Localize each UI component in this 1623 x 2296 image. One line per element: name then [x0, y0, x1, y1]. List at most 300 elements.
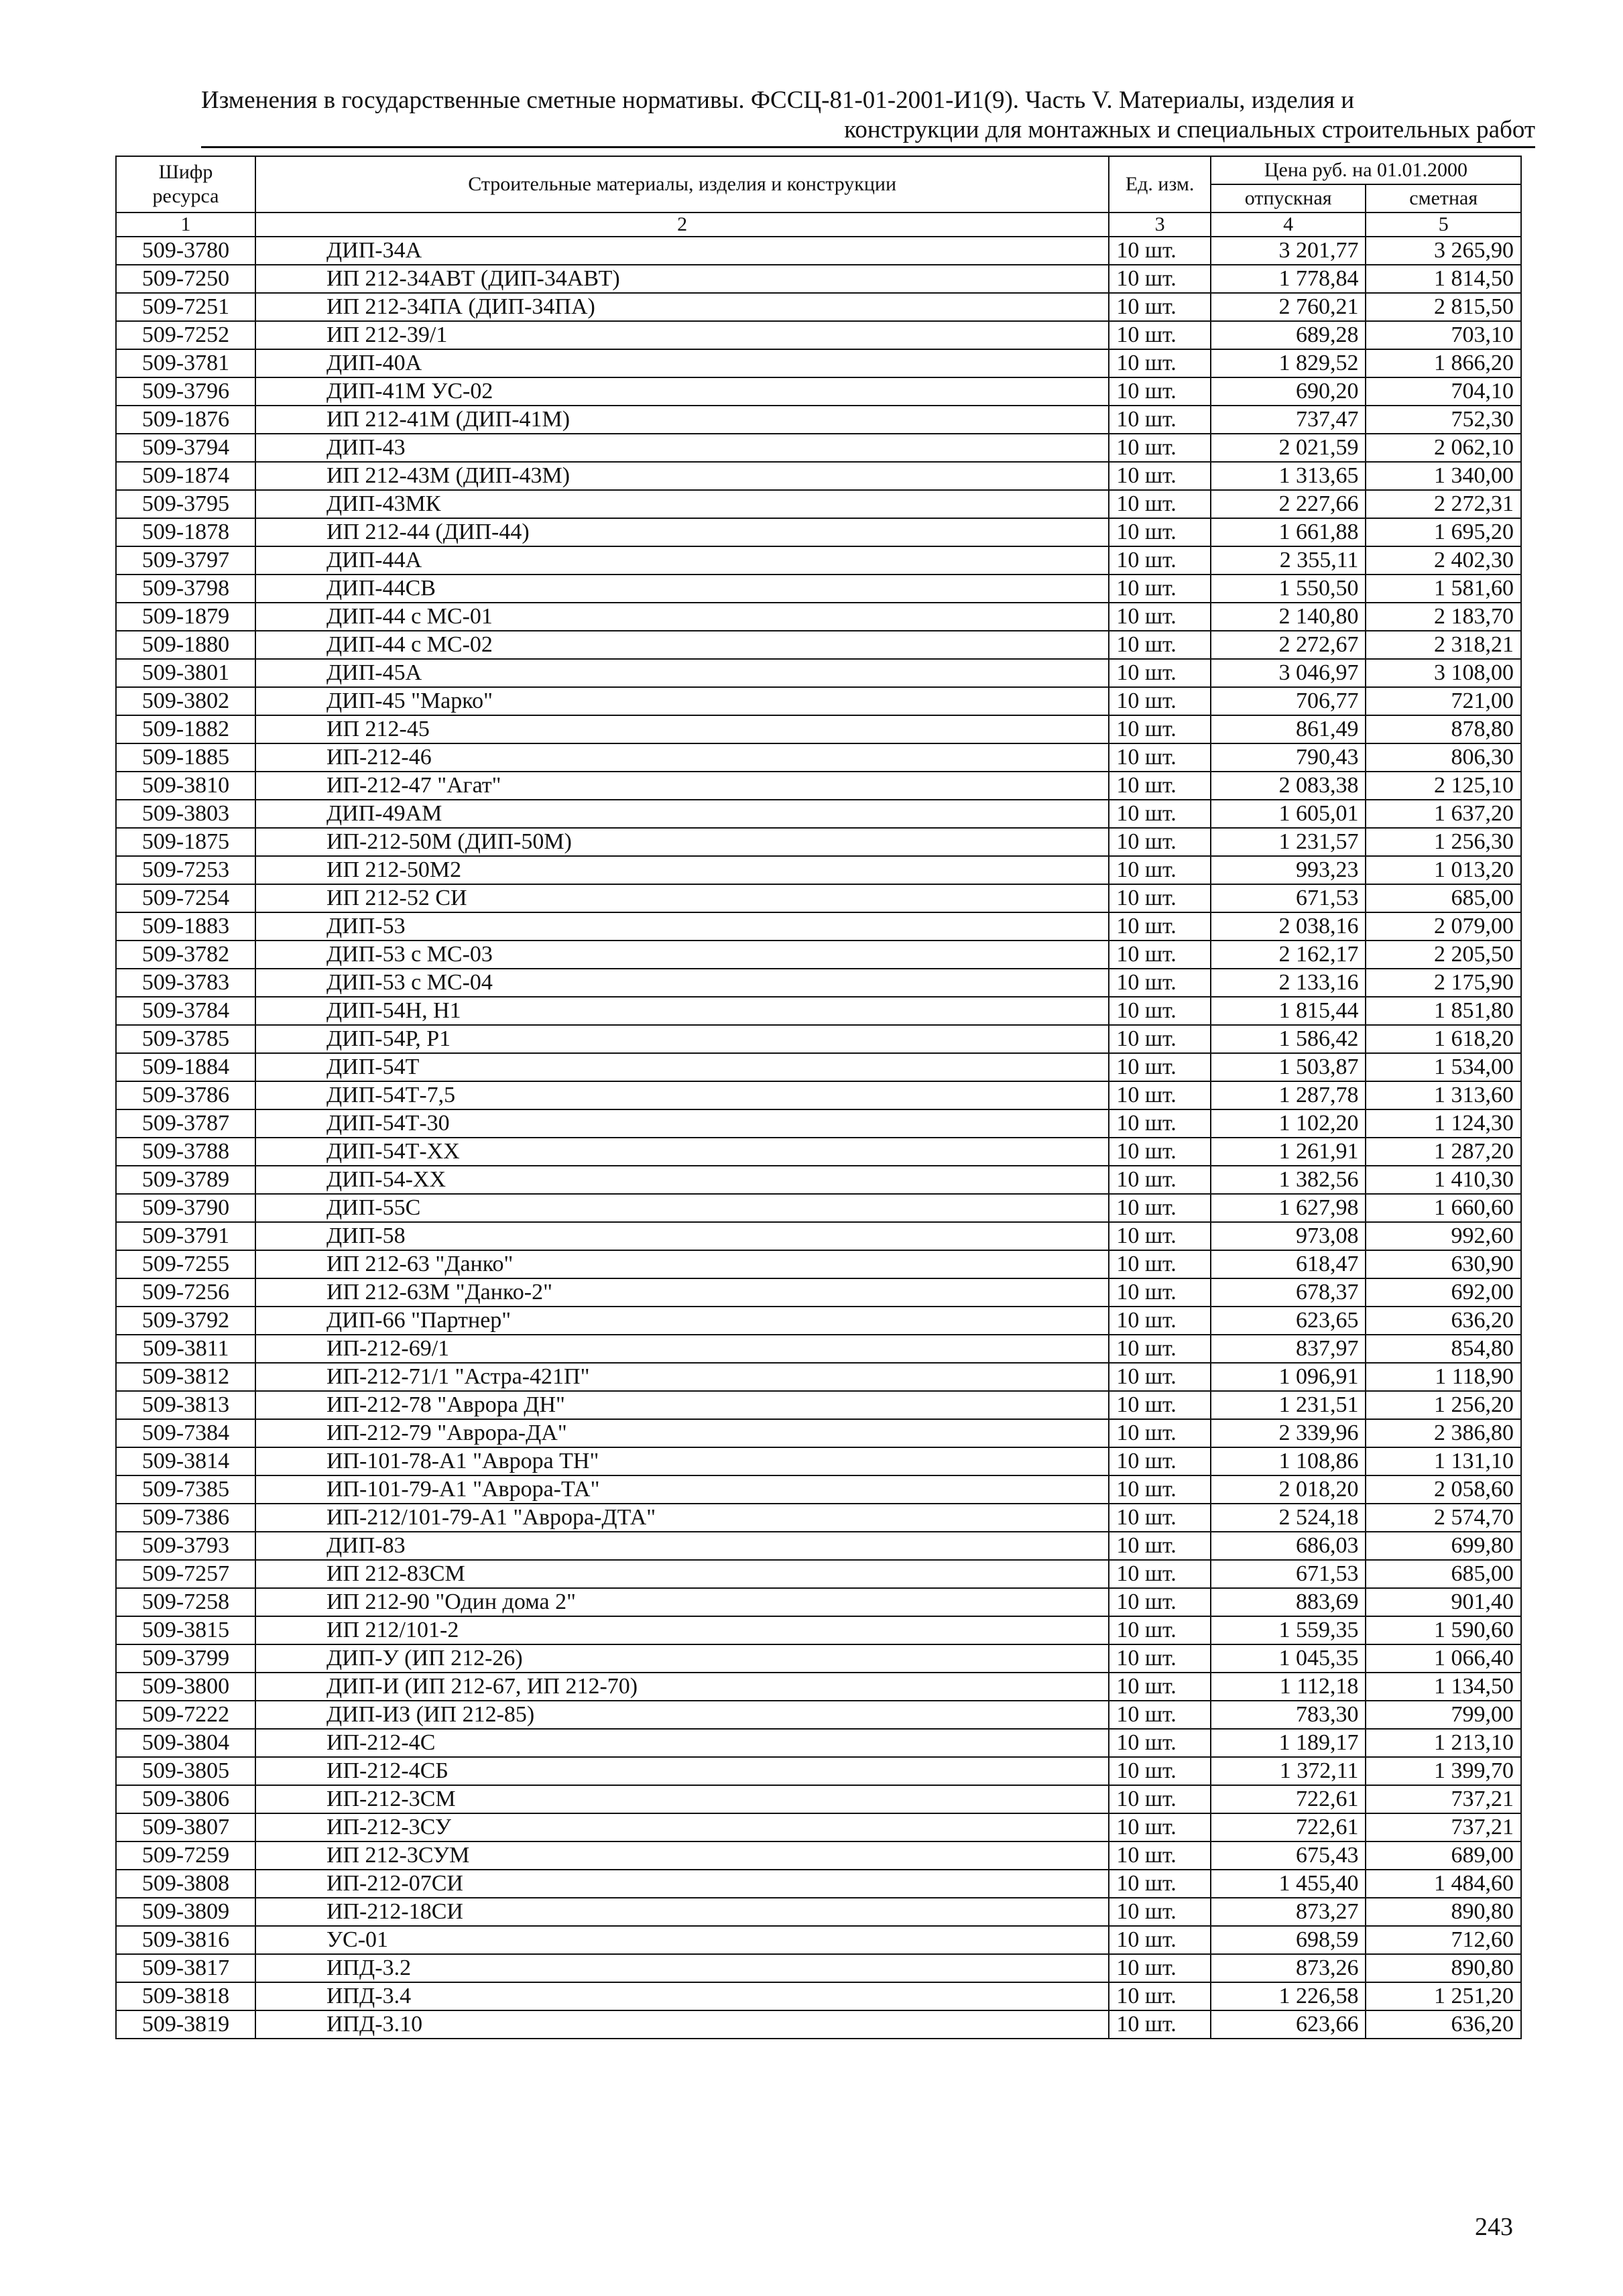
wholesale-price-cell: 1 112,18	[1211, 1673, 1366, 1701]
resource-code-cell: 509-3809	[116, 1898, 255, 1926]
resource-code-cell: 509-7251	[116, 293, 255, 321]
unit-cell: 10 шт.	[1109, 997, 1211, 1025]
table-row	[116, 828, 1521, 856]
table-row	[116, 518, 1521, 546]
wholesale-price-cell: 1 372,11	[1211, 1757, 1366, 1785]
unit-cell: 10 шт.	[1109, 1391, 1211, 1419]
wholesale-price-cell: 1 108,86	[1211, 1447, 1366, 1475]
unit-cell: 10 шт.	[1109, 1222, 1211, 1250]
estimate-price-cell: 703,10	[1366, 321, 1521, 349]
unit-cell: 10 шт.	[1109, 912, 1211, 941]
header-line-2: конструкции для монтажных и специальных строительных работ	[844, 116, 1535, 143]
unit-cell: 10 шт.	[1109, 1475, 1211, 1504]
resource-code-cell: 509-3791	[116, 1222, 255, 1250]
estimate-price-cell: 685,00	[1366, 884, 1521, 912]
resource-code-cell: 509-7252	[116, 321, 255, 349]
estimate-price-cell: 1 118,90	[1366, 1363, 1521, 1391]
unit-cell: 10 шт.	[1109, 434, 1211, 462]
wholesale-price-cell: 1 261,91	[1211, 1138, 1366, 1166]
estimate-price-cell: 1 590,60	[1366, 1616, 1521, 1644]
price-table	[115, 156, 1522, 2039]
wholesale-price-cell: 2 018,20	[1211, 1475, 1366, 1504]
table-body	[116, 237, 1521, 2039]
resource-code-cell: 509-3803	[116, 800, 255, 828]
unit-cell: 10 шт.	[1109, 715, 1211, 743]
material-name-cell: ДИП-41М УС-02	[255, 377, 1109, 406]
wholesale-price-cell: 1 102,20	[1211, 1109, 1366, 1138]
unit-cell: 10 шт.	[1109, 1335, 1211, 1363]
wholesale-price-cell: 1 455,40	[1211, 1870, 1366, 1898]
resource-code-cell: 509-3787	[116, 1109, 255, 1138]
header-name: Строительные материалы, изделия и конструкции	[255, 156, 1109, 213]
material-name-cell: ИП-212-3СМ	[255, 1785, 1109, 1813]
resource-code-cell: 509-3794	[116, 434, 255, 462]
unit-cell: 10 шт.	[1109, 828, 1211, 856]
resource-code-cell: 509-1874	[116, 462, 255, 490]
table-row	[116, 856, 1521, 884]
material-name-cell: ДИП-44А	[255, 546, 1109, 575]
unit-cell: 10 шт.	[1109, 1757, 1211, 1785]
column-number: 1	[116, 213, 255, 237]
unit-cell: 10 шт.	[1109, 1729, 1211, 1757]
table-row	[116, 1532, 1521, 1560]
resource-code-cell: 509-7256	[116, 1278, 255, 1307]
wholesale-price-cell: 1 226,58	[1211, 1982, 1366, 2010]
estimate-price-cell: 1 013,20	[1366, 856, 1521, 884]
material-name-cell: ИП-212-07СИ	[255, 1870, 1109, 1898]
table-row	[116, 631, 1521, 659]
table-row	[116, 1785, 1521, 1813]
unit-cell: 10 шт.	[1109, 1898, 1211, 1926]
material-name-cell: ИП 212-63М "Данко-2"	[255, 1278, 1109, 1307]
material-name-cell: ИП 212-44 (ДИП-44)	[255, 518, 1109, 546]
estimate-price-cell: 1 695,20	[1366, 518, 1521, 546]
wholesale-price-cell: 883,69	[1211, 1588, 1366, 1616]
unit-cell: 10 шт.	[1109, 1870, 1211, 1898]
table-row	[116, 884, 1521, 912]
resource-code-cell: 509-1882	[116, 715, 255, 743]
resource-code-cell: 509-3811	[116, 1335, 255, 1363]
unit-cell: 10 шт.	[1109, 546, 1211, 575]
wholesale-price-cell: 678,37	[1211, 1278, 1366, 1307]
wholesale-price-cell: 2 227,66	[1211, 490, 1366, 518]
material-name-cell: ДИП-43	[255, 434, 1109, 462]
resource-code-cell: 509-7257	[116, 1560, 255, 1588]
wholesale-price-cell: 2 524,18	[1211, 1504, 1366, 1532]
material-name-cell: ИП-212-50М (ДИП-50М)	[255, 828, 1109, 856]
estimate-price-cell: 1 660,60	[1366, 1194, 1521, 1222]
wholesale-price-cell: 1 661,88	[1211, 518, 1366, 546]
estimate-price-cell: 1 256,20	[1366, 1391, 1521, 1419]
table-row	[116, 1109, 1521, 1138]
wholesale-price-cell: 1 778,84	[1211, 265, 1366, 293]
resource-code-cell: 509-7384	[116, 1419, 255, 1447]
table-row	[116, 1729, 1521, 1757]
estimate-price-cell: 2 386,80	[1366, 1419, 1521, 1447]
material-name-cell: ДИП-У (ИП 212-26)	[255, 1644, 1109, 1673]
table-row	[116, 293, 1521, 321]
material-name-cell: ИП-212-4СБ	[255, 1757, 1109, 1785]
table-row	[116, 1673, 1521, 1701]
estimate-price-cell: 737,21	[1366, 1813, 1521, 1841]
table-row	[116, 715, 1521, 743]
material-name-cell: ИП 212-52 СИ	[255, 884, 1109, 912]
unit-cell: 10 шт.	[1109, 631, 1211, 659]
wholesale-price-cell: 1 231,57	[1211, 828, 1366, 856]
estimate-price-cell: 1 066,40	[1366, 1644, 1521, 1673]
estimate-price-cell: 712,60	[1366, 1926, 1521, 1954]
material-name-cell: ИП 212-34ПА (ДИП-34ПА)	[255, 293, 1109, 321]
estimate-price-cell: 901,40	[1366, 1588, 1521, 1616]
unit-cell: 10 шт.	[1109, 490, 1211, 518]
wholesale-price-cell: 2 339,96	[1211, 1419, 1366, 1447]
material-name-cell: ИП-101-79-А1 "Аврора-ТА"	[255, 1475, 1109, 1504]
wholesale-price-cell: 2 133,16	[1211, 969, 1366, 997]
table-row	[116, 1447, 1521, 1475]
material-name-cell: ДИП-ИЗ (ИП 212-85)	[255, 1701, 1109, 1729]
estimate-price-cell: 2 079,00	[1366, 912, 1521, 941]
material-name-cell: ДИП-54Р, Р1	[255, 1025, 1109, 1053]
estimate-price-cell: 699,80	[1366, 1532, 1521, 1560]
estimate-price-cell: 992,60	[1366, 1222, 1521, 1250]
material-name-cell: ДИП-44 с МС-01	[255, 603, 1109, 631]
wholesale-price-cell: 1 045,35	[1211, 1644, 1366, 1673]
resource-code-cell: 509-3792	[116, 1307, 255, 1335]
table-row	[116, 575, 1521, 603]
estimate-price-cell: 878,80	[1366, 715, 1521, 743]
table-row	[116, 237, 1521, 265]
estimate-price-cell: 806,30	[1366, 743, 1521, 772]
material-name-cell: ИПД-3.10	[255, 2010, 1109, 2039]
table-row	[116, 1166, 1521, 1194]
material-name-cell: ДИП-54Т-ХХ	[255, 1138, 1109, 1166]
estimate-price-cell: 2 058,60	[1366, 1475, 1521, 1504]
wholesale-price-cell: 1 815,44	[1211, 997, 1366, 1025]
column-number: 3	[1109, 213, 1211, 237]
unit-cell: 10 шт.	[1109, 1419, 1211, 1447]
wholesale-price-cell: 1 829,52	[1211, 349, 1366, 377]
material-name-cell: ИП 212-43М (ДИП-43М)	[255, 462, 1109, 490]
table-row	[116, 546, 1521, 575]
unit-cell: 10 шт.	[1109, 1841, 1211, 1870]
table-row	[116, 1926, 1521, 1954]
material-name-cell: ИП 212-39/1	[255, 321, 1109, 349]
unit-cell: 10 шт.	[1109, 1785, 1211, 1813]
page-header	[201, 86, 1535, 148]
column-number: 2	[255, 213, 1109, 237]
resource-code-cell: 509-1876	[116, 406, 255, 434]
material-name-cell: ДИП-45А	[255, 659, 1109, 687]
material-name-cell: ДИП-45 "Марко"	[255, 687, 1109, 715]
material-name-cell: ДИП-И (ИП 212-67, ИП 212-70)	[255, 1673, 1109, 1701]
wholesale-price-cell: 1 605,01	[1211, 800, 1366, 828]
header-unit: Ед. изм.	[1109, 156, 1211, 213]
estimate-price-cell: 1 340,00	[1366, 462, 1521, 490]
unit-cell: 10 шт.	[1109, 1447, 1211, 1475]
unit-cell: 10 шт.	[1109, 1588, 1211, 1616]
resource-code-cell: 509-1885	[116, 743, 255, 772]
header-code: Шифр ресурса	[116, 156, 255, 213]
material-name-cell: ДИП-34А	[255, 237, 1109, 265]
wholesale-price-cell: 689,28	[1211, 321, 1366, 349]
page-number: 243	[1475, 2213, 1513, 2241]
table-row	[116, 1588, 1521, 1616]
estimate-price-cell: 685,00	[1366, 1560, 1521, 1588]
resource-code-cell: 509-7250	[116, 265, 255, 293]
material-name-cell: ИП 212-50М2	[255, 856, 1109, 884]
table-row	[116, 941, 1521, 969]
resource-code-cell: 509-3814	[116, 1447, 255, 1475]
estimate-price-cell: 2 175,90	[1366, 969, 1521, 997]
resource-code-cell: 509-3788	[116, 1138, 255, 1166]
table-row	[116, 1841, 1521, 1870]
unit-cell: 10 шт.	[1109, 349, 1211, 377]
unit-cell: 10 шт.	[1109, 1109, 1211, 1138]
estimate-price-cell: 854,80	[1366, 1335, 1521, 1363]
unit-cell: 10 шт.	[1109, 1813, 1211, 1841]
resource-code-cell: 509-3810	[116, 772, 255, 800]
estimate-price-cell: 737,21	[1366, 1785, 1521, 1813]
unit-cell: 10 шт.	[1109, 1701, 1211, 1729]
header-line-1: Изменения в государственные сметные нормативы. ФССЦ-81-01-2001-И1(9). Часть V. Материалы, изделия и	[201, 86, 1355, 114]
table-row	[116, 462, 1521, 490]
table-row	[116, 321, 1521, 349]
estimate-price-cell: 1 399,70	[1366, 1757, 1521, 1785]
table-row	[116, 1701, 1521, 1729]
unit-cell: 10 шт.	[1109, 687, 1211, 715]
unit-cell: 10 шт.	[1109, 518, 1211, 546]
unit-cell: 10 шт.	[1109, 1532, 1211, 1560]
unit-cell: 10 шт.	[1109, 772, 1211, 800]
unit-cell: 10 шт.	[1109, 856, 1211, 884]
table-row	[116, 2010, 1521, 2039]
header-price: Цена руб. на 01.01.2000	[1211, 156, 1521, 184]
table-row	[116, 1194, 1521, 1222]
resource-code-cell: 509-3789	[116, 1166, 255, 1194]
unit-cell: 10 шт.	[1109, 1025, 1211, 1053]
wholesale-price-cell: 2 083,38	[1211, 772, 1366, 800]
wholesale-price-cell: 873,27	[1211, 1898, 1366, 1926]
estimate-price-cell: 721,00	[1366, 687, 1521, 715]
header-wholesale: отпускная	[1211, 184, 1366, 213]
estimate-price-cell: 689,00	[1366, 1841, 1521, 1870]
wholesale-price-cell: 1 503,87	[1211, 1053, 1366, 1081]
wholesale-price-cell: 3 201,77	[1211, 237, 1366, 265]
material-name-cell: ИП 212-3СУМ	[255, 1841, 1109, 1870]
estimate-price-cell: 636,20	[1366, 2010, 1521, 2039]
resource-code-cell: 509-3783	[116, 969, 255, 997]
table-row	[116, 1307, 1521, 1335]
unit-cell: 10 шт.	[1109, 1926, 1211, 1954]
estimate-price-cell: 2 183,70	[1366, 603, 1521, 631]
wholesale-price-cell: 698,59	[1211, 1926, 1366, 1954]
material-name-cell: ДИП-44 с МС-02	[255, 631, 1109, 659]
unit-cell: 10 шт.	[1109, 1138, 1211, 1166]
column-number: 5	[1366, 213, 1521, 237]
estimate-price-cell: 2 815,50	[1366, 293, 1521, 321]
unit-cell: 10 шт.	[1109, 1982, 1211, 2010]
wholesale-price-cell: 973,08	[1211, 1222, 1366, 1250]
table-row	[116, 265, 1521, 293]
resource-code-cell: 509-3781	[116, 349, 255, 377]
table-row	[116, 1363, 1521, 1391]
wholesale-price-cell: 1 231,51	[1211, 1391, 1366, 1419]
wholesale-price-cell: 2 162,17	[1211, 941, 1366, 969]
table-row	[116, 1081, 1521, 1109]
resource-code-cell: 509-7254	[116, 884, 255, 912]
column-number: 4	[1211, 213, 1366, 237]
material-name-cell: ИП 212-90 "Один дома 2"	[255, 1588, 1109, 1616]
table-row	[116, 912, 1521, 941]
table-row	[116, 1138, 1521, 1166]
table-row	[116, 1222, 1521, 1250]
resource-code-cell: 509-7385	[116, 1475, 255, 1504]
wholesale-price-cell: 1 189,17	[1211, 1729, 1366, 1757]
unit-cell: 10 шт.	[1109, 406, 1211, 434]
wholesale-price-cell: 623,65	[1211, 1307, 1366, 1335]
material-name-cell: ИП-212/101-79-А1 "Аврора-ДТА"	[255, 1504, 1109, 1532]
material-name-cell: ДИП-43МК	[255, 490, 1109, 518]
table-row	[116, 1560, 1521, 1588]
material-name-cell: ДИП-40А	[255, 349, 1109, 377]
resource-code-cell: 509-3804	[116, 1729, 255, 1757]
resource-code-cell: 509-3805	[116, 1757, 255, 1785]
table-row	[116, 1419, 1521, 1447]
unit-cell: 10 шт.	[1109, 800, 1211, 828]
resource-code-cell: 509-3808	[116, 1870, 255, 1898]
table-row	[116, 377, 1521, 406]
unit-cell: 10 шт.	[1109, 1504, 1211, 1532]
table-row	[116, 1813, 1521, 1841]
resource-code-cell: 509-3816	[116, 1926, 255, 1954]
table-row	[116, 659, 1521, 687]
material-name-cell: ИП-212-69/1	[255, 1335, 1109, 1363]
estimate-price-cell: 890,80	[1366, 1954, 1521, 1982]
resource-code-cell: 509-3815	[116, 1616, 255, 1644]
wholesale-price-cell: 2 140,80	[1211, 603, 1366, 631]
unit-cell: 10 шт.	[1109, 377, 1211, 406]
estimate-price-cell: 1 256,30	[1366, 828, 1521, 856]
table-row	[116, 1025, 1521, 1053]
estimate-price-cell: 3 108,00	[1366, 659, 1521, 687]
material-name-cell: ИП 212-63 "Данко"	[255, 1250, 1109, 1278]
estimate-price-cell: 752,30	[1366, 406, 1521, 434]
resource-code-cell: 509-3790	[116, 1194, 255, 1222]
unit-cell: 10 шт.	[1109, 321, 1211, 349]
estimate-price-cell: 704,10	[1366, 377, 1521, 406]
table-row	[116, 687, 1521, 715]
resource-code-cell: 509-3782	[116, 941, 255, 969]
wholesale-price-cell: 1 313,65	[1211, 462, 1366, 490]
material-name-cell: ДИП-49АМ	[255, 800, 1109, 828]
resource-code-cell: 509-3801	[116, 659, 255, 687]
unit-cell: 10 шт.	[1109, 1307, 1211, 1335]
unit-cell: 10 шт.	[1109, 1081, 1211, 1109]
resource-code-cell: 509-1879	[116, 603, 255, 631]
resource-code-cell: 509-3813	[116, 1391, 255, 1419]
unit-cell: 10 шт.	[1109, 575, 1211, 603]
table-row	[116, 490, 1521, 518]
resource-code-cell: 509-1875	[116, 828, 255, 856]
resource-code-cell: 509-7253	[116, 856, 255, 884]
material-name-cell: ИП 212-41М (ДИП-41М)	[255, 406, 1109, 434]
wholesale-price-cell: 873,26	[1211, 1954, 1366, 1982]
estimate-price-cell: 1 637,20	[1366, 800, 1521, 828]
material-name-cell: ДИП-53 с МС-03	[255, 941, 1109, 969]
material-name-cell: ДИП-66 "Партнер"	[255, 1307, 1109, 1335]
table-row	[116, 349, 1521, 377]
wholesale-price-cell: 722,61	[1211, 1813, 1366, 1841]
estimate-price-cell: 1 866,20	[1366, 349, 1521, 377]
material-name-cell: ДИП-83	[255, 1532, 1109, 1560]
estimate-price-cell: 2 318,21	[1366, 631, 1521, 659]
resource-code-cell: 509-3796	[116, 377, 255, 406]
resource-code-cell: 509-7255	[116, 1250, 255, 1278]
table-row	[116, 1954, 1521, 1982]
unit-cell: 10 шт.	[1109, 1363, 1211, 1391]
unit-cell: 10 шт.	[1109, 1673, 1211, 1701]
wholesale-price-cell: 861,49	[1211, 715, 1366, 743]
wholesale-price-cell: 737,47	[1211, 406, 1366, 434]
material-name-cell: УС-01	[255, 1926, 1109, 1954]
unit-cell: 10 шт.	[1109, 1644, 1211, 1673]
table-row	[116, 1870, 1521, 1898]
table-row	[116, 1278, 1521, 1307]
material-name-cell: ИП-212-71/1 "Астра-421П"	[255, 1363, 1109, 1391]
resource-code-cell: 509-3817	[116, 1954, 255, 1982]
material-name-cell: ИП-212-78 "Аврора ДН"	[255, 1391, 1109, 1419]
unit-cell: 10 шт.	[1109, 659, 1211, 687]
estimate-price-cell: 1 851,80	[1366, 997, 1521, 1025]
table-row	[116, 603, 1521, 631]
unit-cell: 10 шт.	[1109, 1250, 1211, 1278]
wholesale-price-cell: 2 038,16	[1211, 912, 1366, 941]
wholesale-price-cell: 686,03	[1211, 1532, 1366, 1560]
resource-code-cell: 509-3819	[116, 2010, 255, 2039]
material-name-cell: ИП-212-3СУ	[255, 1813, 1109, 1841]
resource-code-cell: 509-7259	[116, 1841, 255, 1870]
table-row	[116, 1757, 1521, 1785]
table-row	[116, 997, 1521, 1025]
material-name-cell: ИП-101-78-А1 "Аврора ТН"	[255, 1447, 1109, 1475]
table-row	[116, 743, 1521, 772]
material-name-cell: ДИП-53 с МС-04	[255, 969, 1109, 997]
estimate-price-cell: 2 205,50	[1366, 941, 1521, 969]
resource-code-cell: 509-3807	[116, 1813, 255, 1841]
wholesale-price-cell: 722,61	[1211, 1785, 1366, 1813]
estimate-price-cell: 1 410,30	[1366, 1166, 1521, 1194]
table-row	[116, 772, 1521, 800]
table-row	[116, 800, 1521, 828]
wholesale-price-cell: 3 046,97	[1211, 659, 1366, 687]
material-name-cell: ДИП-54Т-7,5	[255, 1081, 1109, 1109]
estimate-price-cell: 1 581,60	[1366, 575, 1521, 603]
resource-code-cell: 509-3812	[116, 1363, 255, 1391]
resource-code-cell: 509-7258	[116, 1588, 255, 1616]
wholesale-price-cell: 1 287,78	[1211, 1081, 1366, 1109]
unit-cell: 10 шт.	[1109, 1194, 1211, 1222]
estimate-price-cell: 2 574,70	[1366, 1504, 1521, 1532]
material-name-cell: ИПД-3.2	[255, 1954, 1109, 1982]
table-row	[116, 1644, 1521, 1673]
resource-code-cell: 509-3797	[116, 546, 255, 575]
resource-code-cell: 509-3780	[116, 237, 255, 265]
material-name-cell: ИПД-3.4	[255, 1982, 1109, 2010]
resource-code-cell: 509-3806	[116, 1785, 255, 1813]
unit-cell: 10 шт.	[1109, 743, 1211, 772]
unit-cell: 10 шт.	[1109, 2010, 1211, 2039]
unit-cell: 10 шт.	[1109, 1560, 1211, 1588]
